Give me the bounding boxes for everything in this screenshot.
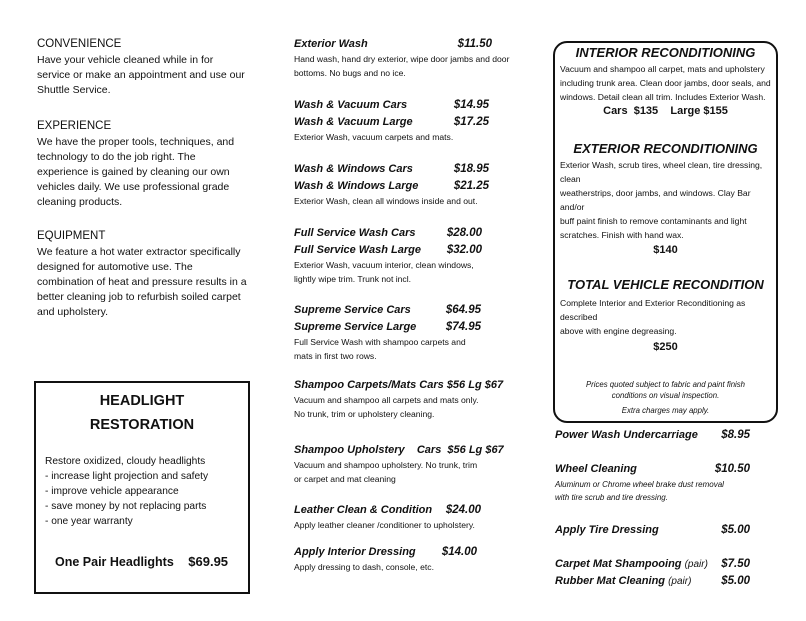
headlight-title: HEADLIGHT (99, 393, 185, 409)
recond-desc-line: buff paint finish to remove contaminants and light (560, 216, 747, 226)
headlight-offer (55, 554, 228, 569)
extra-name: Power Wash Undercarriage (555, 429, 698, 441)
reconditioning-box (553, 41, 778, 423)
recond-desc-line: windows. Detail clean all trim. Includes Exterior Wash. (560, 92, 766, 102)
service-leather (294, 502, 524, 533)
section-line: better cleaning job to refurbish soiled carpet (37, 291, 241, 303)
service-shampoo-upholstery (294, 442, 534, 486)
service-row (294, 114, 524, 131)
exterior-desc (560, 158, 776, 242)
total-title: TOTAL VEHICLE RECONDITION (567, 277, 764, 292)
service-price: $32.00 (446, 244, 482, 256)
note-line: conditions on visual inspection. (611, 391, 720, 400)
headlight-subtitle: RESTORATION (89, 417, 195, 433)
service-price: $11.50 (457, 38, 492, 50)
recond-desc-line: Exterior Wash, scrub tires, wheel clean, tire dressing, clean (560, 160, 763, 184)
section-heading: CONVENIENCE (37, 38, 122, 50)
service-desc: lightly wipe trim. Trunk not incl. (294, 273, 412, 284)
extra-name: Wheel Cleaning (555, 463, 637, 475)
service-name: Full Service Wash Cars (294, 227, 416, 239)
section-heading: EQUIPMENT (37, 230, 106, 242)
extra-row (555, 461, 750, 478)
service-row (294, 97, 524, 114)
service-row (294, 242, 524, 259)
service-price: $21.25 (453, 180, 489, 192)
headlight-intro: Restore oxidized, cloudy headlights (45, 456, 206, 467)
service-row (294, 442, 534, 459)
service-row (294, 36, 524, 53)
headlight-bullet: - one year warranty (45, 516, 133, 527)
section-line: cleaning products. (37, 196, 123, 208)
extra-desc: with tire scrub and tire dressing. (555, 493, 668, 502)
recond-desc-line: including trunk area. Clean door jambs, door seals, and (560, 78, 771, 88)
extra-carpet-mat (555, 556, 750, 590)
service-desc: Full Service Wash with shampoo carpets and (294, 337, 466, 347)
service-desc: bottoms. No bugs and no ice. (294, 67, 406, 78)
service-desc: Vacuum and shampoo all carpets and mats only. (294, 395, 479, 405)
service-name: Wash & Vacuum Large (294, 116, 413, 128)
extra-desc: Aluminum or Chrome wheel brake dust removal (555, 480, 724, 489)
service-row (294, 178, 524, 195)
service-row (294, 319, 524, 336)
service-row (294, 377, 534, 394)
service-name: Leather Clean & Condition (294, 504, 433, 516)
recond-desc-line: Vacuum and shampoo all carpet, mats and upholstery (560, 64, 765, 74)
service-row (294, 161, 524, 178)
service-desc: Vacuum and shampoo upholstery. No trunk, trim (294, 460, 478, 470)
service-shampoo-carpets (294, 377, 534, 421)
extra-row (555, 573, 750, 590)
service-desc: Apply leather cleaner /conditioner to upholstery. (294, 520, 475, 530)
recond-desc-line: Complete Interior and Exterior Reconditioning as described (560, 298, 746, 322)
total-desc (560, 296, 776, 338)
headlight-offer-label: One Pair Headlights (55, 555, 174, 569)
extra-row (555, 427, 750, 444)
recond-desc-line: above with engine degreasing. (560, 326, 677, 336)
service-desc: Hand wash, hand dry exterior, wipe door jambs and door (294, 54, 510, 64)
note-line: Prices quoted subject to fabric and paint finish (585, 380, 746, 389)
recond-desc-line: weatherstrips, door jambs, and windows. Clay Bar and/or (560, 188, 751, 212)
exterior-price: $140 (653, 244, 678, 256)
section-heading: EXPERIENCE (37, 120, 112, 132)
section-line: service or make an appointment and use our (37, 69, 245, 81)
section-line: We feature a hot water extractor specifically (37, 246, 241, 258)
service-price: $64.95 (445, 304, 481, 316)
service-supreme (294, 302, 524, 363)
headlight-bullet: - save money by not replacing parts (45, 501, 207, 512)
service-row (294, 502, 524, 519)
interior-title: INTERIOR RECONDITIONING (575, 45, 756, 60)
service-name: Wash & Vacuum Cars (294, 99, 408, 111)
headlight-bullet: - increase light projection and safety (45, 471, 209, 482)
service-name: Full Service Wash Large (294, 244, 421, 256)
section-line: vehicles daily. We use professional grade (37, 181, 230, 193)
section-equipment (37, 229, 277, 320)
service-price: $74.95 (445, 321, 481, 333)
extra-qualifier: (pair) (684, 559, 708, 570)
section-line: We have the proper tools, techniques, and (37, 136, 235, 148)
total-price: $250 (653, 341, 678, 353)
service-desc: or carpet and mat cleaning (294, 473, 396, 484)
section-line: technology to do the job right. The (37, 151, 196, 163)
headlight-offer-price: $69.95 (188, 554, 229, 569)
extra-qualifier: (pair) (668, 576, 692, 587)
extra-name: Carpet Mat Shampooing (555, 558, 682, 570)
interior-price: Cars $135 Large $155 (603, 105, 728, 117)
service-full-service (294, 225, 524, 286)
extra-price: $5.00 (721, 575, 750, 587)
service-price: $17.25 (453, 116, 489, 128)
recond-desc-line: scratches. Finish with hand wax. (560, 230, 684, 240)
section-convenience (37, 37, 277, 98)
service-row (294, 544, 524, 561)
extra-power-wash (555, 427, 750, 444)
extra-tire-dressing (555, 522, 750, 539)
extra-name: Apply Tire Dressing (555, 524, 659, 536)
service-desc: mats in first two rows. (294, 350, 377, 361)
extra-price: $10.50 (714, 463, 750, 475)
service-price: $28.00 (446, 227, 482, 239)
service-exterior-wash (294, 36, 524, 80)
service-name: Supreme Service Large (294, 321, 417, 333)
section-line: combination of heat and pressure results in a (37, 276, 247, 288)
section-line: Have your vehicle cleaned while in for (37, 54, 214, 66)
extra-row (555, 522, 750, 539)
service-name: Wash & Windows Cars (294, 163, 413, 175)
extra-price: $7.50 (721, 558, 750, 570)
service-price: $24.00 (445, 504, 481, 516)
section-line: and upholstery. (37, 306, 109, 318)
service-name: Shampoo Upholstery Cars $56 Lg $67 (294, 444, 504, 456)
service-desc: Exterior Wash, vacuum carpets and mats. (294, 132, 454, 142)
exterior-title: EXTERIOR RECONDITIONING (573, 141, 758, 156)
extra-row (555, 556, 750, 573)
section-line: designed for automotive use. The (37, 261, 193, 273)
extra-wheel-cleaning (555, 461, 750, 504)
extra-price: $5.00 (721, 524, 750, 536)
service-wash-windows (294, 161, 524, 209)
pricing-note (555, 379, 776, 416)
service-name: Exterior Wash (294, 38, 368, 50)
service-desc: Apply dressing to dash, console, etc. (294, 562, 434, 572)
service-price: $18.95 (453, 163, 489, 175)
service-wash-vacuum (294, 97, 524, 145)
section-line: experience is gained by cleaning our own (37, 166, 230, 178)
note-line: Extra charges may apply. (621, 406, 710, 415)
service-name: Supreme Service Cars (294, 304, 411, 316)
service-interior-dressing (294, 544, 524, 575)
headlight-bullet: - improve vehicle appearance (45, 486, 179, 497)
interior-desc (560, 62, 776, 104)
service-price: $14.95 (453, 99, 489, 111)
section-line: Shuttle Service. (37, 84, 111, 96)
extra-name: Rubber Mat Cleaning (555, 575, 666, 587)
service-name: Apply Interior Dressing (294, 546, 416, 558)
service-row (294, 302, 524, 319)
headlight-restoration-box (34, 381, 250, 594)
service-desc: No trunk, trim or upholstery cleaning. (294, 408, 435, 419)
section-experience (37, 119, 277, 210)
service-price: $14.00 (441, 546, 477, 558)
service-desc: Exterior Wash, vacuum interior, clean windows, (294, 260, 474, 270)
extra-price: $8.95 (721, 429, 750, 441)
service-name: Shampoo Carpets/Mats Cars $56 Lg $67 (294, 379, 504, 391)
service-row (294, 225, 524, 242)
service-desc: Exterior Wash, clean all windows inside and out. (294, 196, 478, 206)
service-name: Wash & Windows Large (294, 180, 419, 192)
